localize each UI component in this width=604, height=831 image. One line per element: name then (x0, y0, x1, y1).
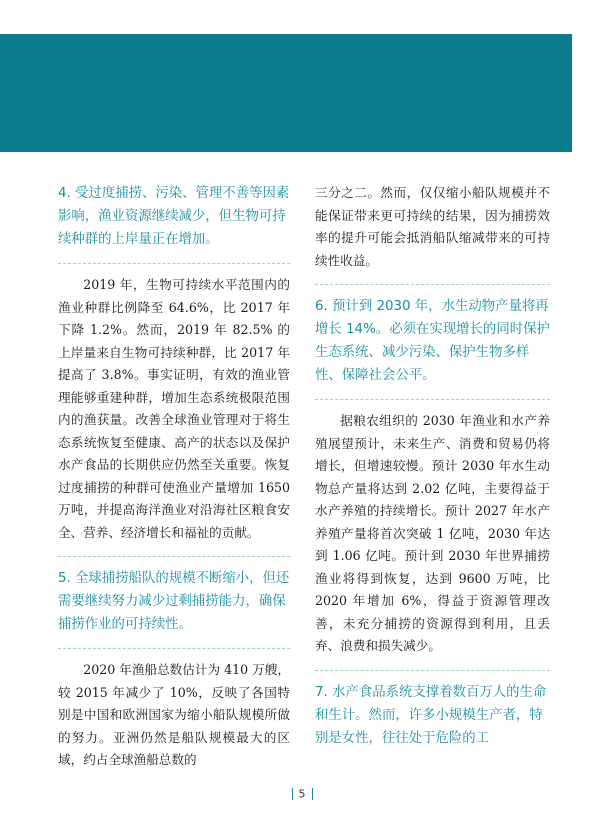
divider (315, 670, 550, 671)
divider (58, 648, 290, 649)
divider (315, 399, 550, 400)
divider (58, 556, 290, 557)
page-footer (0, 787, 604, 801)
footer-bar-left (292, 788, 293, 800)
section-5-body-continued: 三分之二。然而，仅仅缩小船队规模并不能保证带来更可持续的结果，因为捕捞效率的提升可能会抵消船队缩减带来的可持续性收益。 (315, 185, 550, 268)
divider (58, 263, 290, 264)
divider (315, 284, 550, 285)
section-4-heading: 4. 受过度捕捞、污染、管理不善等因素影响，渔业资源继续减少，但生物可持续种群的上岸量正在增加。 (58, 186, 290, 247)
section-6-body: 据粮农组织的 2030 年渔业和水产养殖展望预计，未来生产、消费和贸易仍将增长，但增速较慢。预计 2030 年水生动物总产量将达到 2.02 亿吨，主要得益于水产养殖的持续增长。预计 2027 年水产养殖产量将首次突破 1 亿吨，2030 年达到 1.06 亿吨。预计到 2030 年世界捕捞渔业将得到恢复，达到 9600 万吨，比 2020 年增加 6%，得益于资源管理改善，未充分捕捞的资源得到利用，且丢弃、浪费和损失减少。 (315, 413, 550, 653)
right-column (315, 182, 550, 750)
section-5-heading: 5. 全球捕捞船队的规模不断缩小，但还需要继续努力减少过剩捕捞能力，确保捕捞作业的可持续性。 (58, 571, 290, 632)
section-4-body: 2019 年，生物可持续水平范围内的渔业种群比例降至 64.6%，比 2017 年下降 1.2%。然而，2019 年 82.5% 的上岸量来自生物可持续种群，比 2017 年提高了 3.8%。事实证明，有效的渔业管理能够重建种群，增加生态系统极限范围内的渔获量。改善全球渔业管理对于将生态系统恢复至健康、高产的状态以及保护水产食品的长期供应仍然至关重要。恢复过度捕捞的种群可使渔业产量增加 1650 万吨，并提高海洋渔业对沿海社区粮食安全、营养、经济增长和福祉的贡献。 (58, 277, 290, 540)
page-number: 5 (298, 787, 306, 801)
section-7-heading: 7. 水产食品系统支撑着数百万人的生命和生计。然而，许多小规模生产者，特别是女性，往往处于危险的工 (315, 684, 547, 746)
footer-bar-right (312, 788, 313, 800)
header-banner (0, 34, 572, 152)
left-column (58, 182, 290, 772)
section-6-heading: 6. 预计到 2030 年，水生动物产量将再增长 14%。必须在实现增长的同时保护生态系统、减少污染、保护生物多样性、保障社会公平。 (315, 299, 550, 383)
section-5-body: 2020 年渔船总数估计为 410 万艘，较 2015 年减少了 10%，反映了各国特别是中国和欧洲国家为缩小船队规模所做的努力。亚洲仍然是船队规模最大的区域，约占全球渔船总数的 (58, 662, 290, 767)
